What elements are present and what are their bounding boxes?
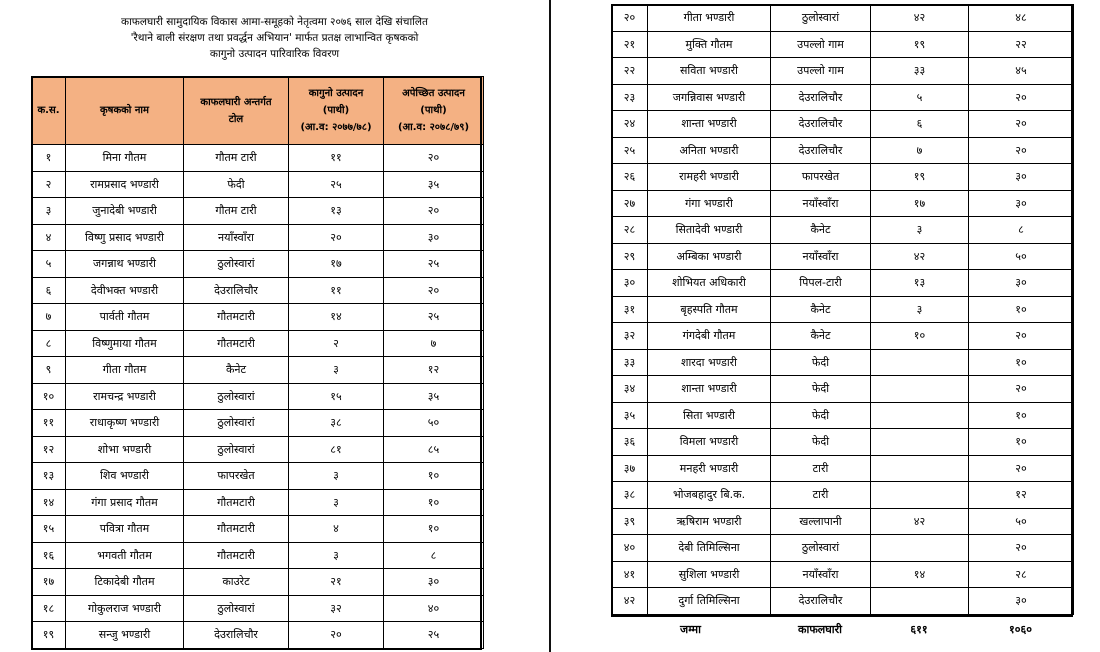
table-row [32, 595, 484, 622]
cell-name: विष्णु प्रसाद भण्डारी [66, 224, 184, 251]
cell-sn: १९ [32, 622, 66, 649]
cell-production: ४ [289, 516, 384, 543]
header-exp-line2: (पाथी) [420, 105, 447, 116]
cell-name: अम्बिका भण्डारी [648, 243, 771, 270]
cell-expected: १२ [384, 357, 484, 384]
table-row [612, 270, 1074, 297]
cell-expected: २० [969, 111, 1074, 138]
cell-name: जुनादेबी भण्डारी [66, 198, 184, 225]
table-row [612, 84, 1074, 111]
cell-sn: ३९ [612, 508, 648, 535]
cell-sn: २९ [612, 243, 648, 270]
cell-production: ४२ [871, 508, 969, 535]
header-expected [384, 77, 484, 145]
cell-tole: फेदी [771, 429, 871, 456]
cell-expected: २० [384, 198, 484, 225]
cell-expected: २० [969, 137, 1074, 164]
cell-expected: ४० [384, 595, 484, 622]
cell-tole: गौतमटारी [184, 542, 289, 569]
cell-name: अनिता भण्डारी [648, 137, 771, 164]
cell-sn: २३ [612, 84, 648, 111]
cell-production: १४ [871, 561, 969, 588]
cell-tole: पिपल-टारी [771, 270, 871, 297]
cell-production [871, 535, 969, 562]
cell-production: १९ [871, 164, 969, 191]
cell-expected: १० [969, 296, 1074, 323]
cell-tole: टारी [771, 455, 871, 482]
cell-sn: २७ [612, 190, 648, 217]
cell-expected: १२ [969, 482, 1074, 509]
cell-production: ३८ [289, 410, 384, 437]
cell-expected: २० [969, 376, 1074, 403]
cell-production [871, 402, 969, 429]
table-row [612, 5, 1074, 32]
cell-production: १९ [871, 31, 969, 58]
cell-sn: २ [32, 171, 66, 198]
cell-tole: ठुलोस्वारां [184, 383, 289, 410]
table-row [612, 296, 1074, 323]
farmer-table-right [611, 4, 1074, 615]
cell-production: ३२ [289, 595, 384, 622]
cell-production: ८१ [289, 436, 384, 463]
cell-sn: २५ [612, 137, 648, 164]
cell-name: सिता भण्डारी [648, 402, 771, 429]
cell-production: २० [289, 224, 384, 251]
cell-name: शान्ता भण्डारी [648, 376, 771, 403]
table-row [612, 535, 1074, 562]
cell-name: विष्णुमाया गौतम [66, 330, 184, 357]
cell-expected: २० [969, 323, 1074, 350]
cell-name: ऋषिराम भण्डारी [648, 508, 771, 535]
cell-production: १७ [289, 251, 384, 278]
cell-sn: ९ [32, 357, 66, 384]
table-row [612, 508, 1074, 535]
cell-sn: १२ [32, 436, 66, 463]
cell-name: शिव भण्डारी [66, 463, 184, 490]
cell-sn: ३० [612, 270, 648, 297]
cell-name: शारदा भण्डारी [648, 349, 771, 376]
cell-name: जगन्निवास भण्डारी [648, 84, 771, 111]
cell-sn: २१ [612, 31, 648, 58]
cell-tole: नयाँस्वाँरा [184, 224, 289, 251]
cell-production: ३ [289, 542, 384, 569]
table-row [612, 190, 1074, 217]
table-row [612, 561, 1074, 588]
cell-sn: २० [612, 5, 648, 32]
table-row [612, 323, 1074, 350]
cell-sn: ३८ [612, 482, 648, 509]
table-row [32, 436, 484, 463]
cell-name: भगवती गौतम [66, 542, 184, 569]
cell-tole: टारी [771, 482, 871, 509]
cell-production: ४२ [871, 243, 969, 270]
cell-production: १३ [871, 270, 969, 297]
cell-tole: गौतमटारी [184, 516, 289, 543]
table-row [32, 516, 484, 543]
table-row [612, 164, 1074, 191]
cell-name: गंगा भण्डारी [648, 190, 771, 217]
cell-tole: फेदी [771, 376, 871, 403]
cell-tole: देउरालिचौर [771, 588, 871, 615]
table-row [32, 330, 484, 357]
cell-sn: १८ [32, 595, 66, 622]
cell-production: १७ [871, 190, 969, 217]
cell-production: ५ [871, 84, 969, 111]
cell-sn: २४ [612, 111, 648, 138]
cell-sn: २६ [612, 164, 648, 191]
table-row [32, 251, 484, 278]
cell-production: १० [871, 323, 969, 350]
cell-production: ४२ [871, 5, 969, 32]
cell-name: जगन्नाथ भण्डारी [66, 251, 184, 278]
table-row [32, 622, 484, 649]
cell-tole: कैनेट [771, 296, 871, 323]
table-row [32, 224, 484, 251]
cell-name: सविता भण्डारी [648, 58, 771, 85]
cell-sn: १७ [32, 569, 66, 596]
cell-tole: ठुलोस्वारां [184, 251, 289, 278]
cell-name: गीता गौतम [66, 357, 184, 384]
cell-name: गोकुलराज भण्डारी [66, 595, 184, 622]
cell-name: मनहरी भण्डारी [648, 455, 771, 482]
total-production: ६११ [910, 622, 928, 636]
cell-name: रामप्रसाद भण्डारी [66, 171, 184, 198]
cell-sn: ६ [32, 277, 66, 304]
cell-expected: २० [384, 277, 484, 304]
cell-sn: ३६ [612, 429, 648, 456]
table-row [32, 304, 484, 331]
total-label: जम्मा [680, 622, 701, 636]
cell-production: १५ [289, 383, 384, 410]
total-tole: काफलघारी [798, 622, 842, 636]
cell-production: ३ [289, 463, 384, 490]
cell-sn: ७ [32, 304, 66, 331]
cell-expected: १० [384, 516, 484, 543]
cell-production [871, 429, 969, 456]
cell-production: २ [289, 330, 384, 357]
cell-expected: २० [969, 535, 1074, 562]
total-expected: १०६० [1009, 622, 1032, 636]
cell-sn: ५ [32, 251, 66, 278]
cell-name: गंगदेबी गौतम [648, 323, 771, 350]
cell-sn: ३७ [612, 455, 648, 482]
cell-expected: ५० [969, 508, 1074, 535]
cell-expected: ३० [384, 569, 484, 596]
cell-expected: २५ [384, 251, 484, 278]
cell-expected: १० [969, 402, 1074, 429]
cell-tole: ठुलोस्वारां [771, 5, 871, 32]
cell-expected: २२ [969, 31, 1074, 58]
cell-expected: ३५ [384, 171, 484, 198]
header-tole-line1: काफलघारी अन्तर्गत [200, 96, 272, 108]
cell-production: ३ [289, 357, 384, 384]
cell-expected: २८ [969, 561, 1074, 588]
cell-name: शोभा भण्डारी [66, 436, 184, 463]
title-line-1: काफलघारी सामुदायिक विकास आमा-समूहको नेतृत्वमा २०७६ साल देखि संचालित [121, 16, 428, 28]
table-row [612, 482, 1074, 509]
total-row [611, 618, 1073, 640]
table-row [32, 542, 484, 569]
cell-expected: ३५ [384, 383, 484, 410]
cell-production [871, 349, 969, 376]
table-body-right [612, 5, 1074, 615]
cell-production: ३ [871, 296, 969, 323]
cell-name: पवित्रा गौतम [66, 516, 184, 543]
title-line-3: कागुनो उत्पादन पारिवारिक विवरण [209, 48, 340, 60]
table-row [32, 357, 484, 384]
table-row [612, 111, 1074, 138]
cell-name: देबी तिमिल्सिना [648, 535, 771, 562]
cell-expected: २० [969, 455, 1074, 482]
cell-tole: देउरालिचौर [184, 277, 289, 304]
cell-tole: कैनेट [771, 217, 871, 244]
cell-expected: २० [969, 84, 1074, 111]
table-row [32, 198, 484, 225]
cell-production: ११ [289, 277, 384, 304]
cell-tole: फेदी [184, 171, 289, 198]
cell-name: सितादेवी भण्डारी [648, 217, 771, 244]
table-row [612, 58, 1074, 85]
cell-name: भोजबहादुर बि.क. [648, 482, 771, 509]
cell-name: सुशिला भण्डारी [648, 561, 771, 588]
cell-sn: ३३ [612, 349, 648, 376]
cell-tole: नयाँस्वाँरा [771, 561, 871, 588]
cell-expected: १० [384, 489, 484, 516]
cell-tole: खल्लापानी [771, 508, 871, 535]
header-tole-line2: टोल [228, 113, 244, 125]
cell-tole: ठुलोस्वारां [184, 595, 289, 622]
cell-name: गीता भण्डारी [648, 5, 771, 32]
cell-sn: ४ [32, 224, 66, 251]
farmer-table-left [31, 76, 484, 649]
header-prod-line3: (आ.व: २०७७/७८) [300, 122, 372, 133]
cell-tole: कैनेट [771, 323, 871, 350]
cell-tole: ठुलोस्वारां [184, 436, 289, 463]
cell-name: टिकादेबी गौतम [66, 569, 184, 596]
cell-production: २० [289, 622, 384, 649]
cell-expected: ३० [384, 224, 484, 251]
cell-expected: ५० [384, 410, 484, 437]
cell-sn: ३५ [612, 402, 648, 429]
cell-tole: गौतम टारी [184, 198, 289, 225]
cell-expected: ३० [969, 270, 1074, 297]
table-row [32, 145, 484, 172]
cell-tole: देउरालिचौर [771, 137, 871, 164]
cell-name: गंगा प्रसाद गौतम [66, 489, 184, 516]
table-row [612, 588, 1074, 615]
cell-production: ३ [871, 217, 969, 244]
cell-name: बृहस्पति गौतम [648, 296, 771, 323]
cell-production: ११ [289, 145, 384, 172]
cell-tole: फापरखेत [771, 164, 871, 191]
table-row [612, 402, 1074, 429]
header-exp-line3: (आ.व: २०७८/७९) [397, 122, 470, 133]
header-name: कृषकको नाम [66, 77, 184, 145]
cell-expected: ४८ [969, 5, 1074, 32]
cell-sn: ३१ [612, 296, 648, 323]
table-body-left [32, 145, 484, 649]
header-sn: क.स. [32, 77, 66, 145]
cell-expected: ५० [969, 243, 1074, 270]
cell-production: २१ [289, 569, 384, 596]
table-row [32, 463, 484, 490]
cell-production: १३ [289, 198, 384, 225]
cell-production: २५ [289, 171, 384, 198]
cell-name: शोभियत अधिकारी [648, 270, 771, 297]
cell-tole: फेदी [771, 402, 871, 429]
cell-tole: नयाँस्वाँरा [771, 190, 871, 217]
cell-sn: १० [32, 383, 66, 410]
cell-sn: ४२ [612, 588, 648, 615]
cell-sn: २२ [612, 58, 648, 85]
cell-expected: २५ [384, 304, 484, 331]
cell-sn: ३ [32, 198, 66, 225]
table-row [612, 217, 1074, 244]
cell-expected: १० [969, 349, 1074, 376]
cell-name: रामचन्द्र भण्डारी [66, 383, 184, 410]
table-row [612, 349, 1074, 376]
cell-name: दुर्गा तिमिल्सिना [648, 588, 771, 615]
cell-expected: ८ [969, 217, 1074, 244]
header-prod-line1: कागुनो उत्पादन [308, 88, 364, 99]
cell-tole: उपल्लो गाम [771, 58, 871, 85]
cell-tole: फापरखेत [184, 463, 289, 490]
cell-sn: ४० [612, 535, 648, 562]
cell-sn: १३ [32, 463, 66, 490]
cell-sn: ३२ [612, 323, 648, 350]
cell-name: राधाकृष्ण भण्डारी [66, 410, 184, 437]
cell-name: रामहरी भण्डारी [648, 164, 771, 191]
cell-production: ६ [871, 111, 969, 138]
cell-tole: गौतमटारी [184, 489, 289, 516]
table-row [32, 383, 484, 410]
cell-tole: देउरालिचौर [184, 622, 289, 649]
cell-production: ३३ [871, 58, 969, 85]
table-row [32, 277, 484, 304]
cell-sn: ४१ [612, 561, 648, 588]
cell-name: विमला भण्डारी [648, 429, 771, 456]
header-prod-line2: (पाथी) [322, 105, 350, 116]
cell-sn: १ [32, 145, 66, 172]
cell-production: ३ [289, 489, 384, 516]
cell-production [871, 588, 969, 615]
header-tole [184, 77, 289, 145]
cell-tole: कैनेट [184, 357, 289, 384]
cell-sn: ८ [32, 330, 66, 357]
cell-expected: १० [969, 429, 1074, 456]
table-row [612, 137, 1074, 164]
cell-sn: २८ [612, 217, 648, 244]
cell-expected: ३० [969, 164, 1074, 191]
cell-sn: ३४ [612, 376, 648, 403]
table-row [612, 31, 1074, 58]
cell-production [871, 376, 969, 403]
cell-sn: १४ [32, 489, 66, 516]
cell-production: १४ [289, 304, 384, 331]
cell-expected: ७ [384, 330, 484, 357]
cell-tole: गौतमटारी [184, 304, 289, 331]
cell-name: शान्ता भण्डारी [648, 111, 771, 138]
cell-tole: उपल्लो गाम [771, 31, 871, 58]
table-row [612, 429, 1074, 456]
cell-expected: ४५ [969, 58, 1074, 85]
cell-name: देवीभक्त भण्डारी [66, 277, 184, 304]
cell-sn: ११ [32, 410, 66, 437]
cell-tole: काउरेट [184, 569, 289, 596]
table-row [32, 569, 484, 596]
cell-sn: १५ [32, 516, 66, 543]
cell-tole: ठुलोस्वारां [184, 410, 289, 437]
cell-expected: २५ [384, 622, 484, 649]
cell-name: मिना गौतम [66, 145, 184, 172]
cell-tole: नयाँस्वाँरा [771, 243, 871, 270]
cell-expected: ३० [969, 190, 1074, 217]
cell-name: पार्वती गौतम [66, 304, 184, 331]
cell-tole: गौतमटारी [184, 330, 289, 357]
cell-expected: ३० [969, 588, 1074, 615]
header-production [289, 77, 384, 145]
cell-expected: २० [384, 145, 484, 172]
cell-production [871, 455, 969, 482]
table-row [32, 489, 484, 516]
cell-production [871, 482, 969, 509]
table-row [612, 243, 1074, 270]
cell-tole: फेदी [771, 349, 871, 376]
cell-sn: १६ [32, 542, 66, 569]
cell-name: सन्जु भण्डारी [66, 622, 184, 649]
cell-production: ७ [871, 137, 969, 164]
table-row [32, 171, 484, 198]
header-exp-line1: अपेच्छित उत्पादन [402, 88, 465, 99]
cell-expected: १० [384, 463, 484, 490]
cell-name: मुक्ति गौतम [648, 31, 771, 58]
table-row [612, 376, 1074, 403]
table-row [612, 455, 1074, 482]
document-title [0, 14, 549, 62]
title-line-2: 'रैथाने बाली संरक्षण तथा प्रवर्द्धन अभियान' मार्फत प्रतक्ष लाभान्वित कृषकको [130, 32, 419, 44]
cell-expected: ८ [384, 542, 484, 569]
table-row [32, 410, 484, 437]
cell-tole: देउरालिचौर [771, 111, 871, 138]
cell-tole: ठुलोस्वारां [771, 535, 871, 562]
cell-tole: गौतम टारी [184, 145, 289, 172]
cell-tole: देउरालिचौर [771, 84, 871, 111]
cell-expected: ८५ [384, 436, 484, 463]
